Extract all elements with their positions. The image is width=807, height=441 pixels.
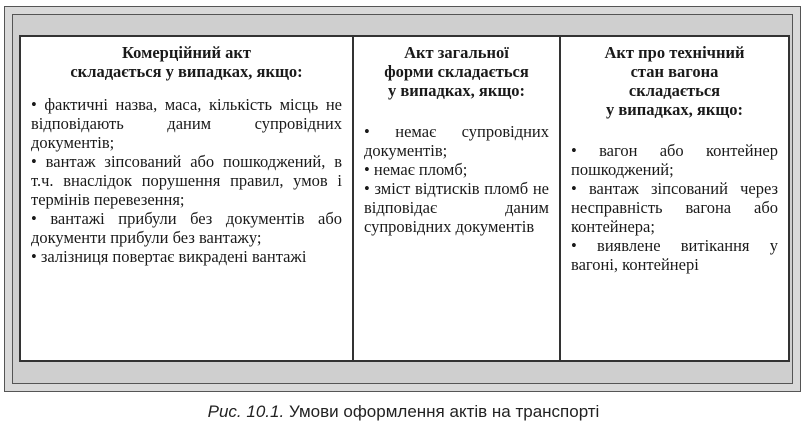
list-item: • немає пломб; xyxy=(364,160,549,179)
list-item: • вантажі прибули без документів або документи прибули без вантажу; xyxy=(31,209,342,247)
figure-caption-text: Умови оформлення актів на транспорті xyxy=(288,402,600,421)
column-general-form-act xyxy=(352,37,559,360)
list-item: • фактичні назва, маса, кількість місць не відповідають даним супровідних документів; xyxy=(31,95,342,152)
figure-caption xyxy=(0,402,807,422)
list-item: • вантаж зіпсований через несправність вагона або контейнера; xyxy=(571,179,778,236)
column-heading: Акт про технічний стан вагона складається у випадках, якщо: xyxy=(604,43,745,119)
column-commercial-act xyxy=(21,37,352,360)
column-technical-state-act xyxy=(559,37,788,360)
list-item: • вантаж зіпсований або пошкоджений, в т.ч. внаслідок порушення правил, умов і термінів перевезення; xyxy=(31,152,342,209)
list-item: • немає супровідних документів; xyxy=(364,122,549,160)
conditions-list xyxy=(571,141,778,274)
list-item: • зміст відтисків пломб не відповідає даним супровідних документів xyxy=(364,179,549,236)
column-heading: Комерційний акт складається у випадках, якщо: xyxy=(70,43,303,81)
column-heading: Акт загальної форми складається у випадках, якщо: xyxy=(384,43,529,100)
acts-table xyxy=(19,35,790,362)
figure-frame xyxy=(4,6,801,392)
list-item: • виявлене витікання у вагоні, контейнері xyxy=(571,236,778,274)
list-item: • вагон або контейнер пошкоджений; xyxy=(571,141,778,179)
conditions-list xyxy=(31,95,342,266)
figure-label: Рис. 10.1. xyxy=(207,402,285,421)
list-item: • залізниця повертає викрадені вантажі xyxy=(31,247,342,266)
conditions-list xyxy=(364,122,549,236)
